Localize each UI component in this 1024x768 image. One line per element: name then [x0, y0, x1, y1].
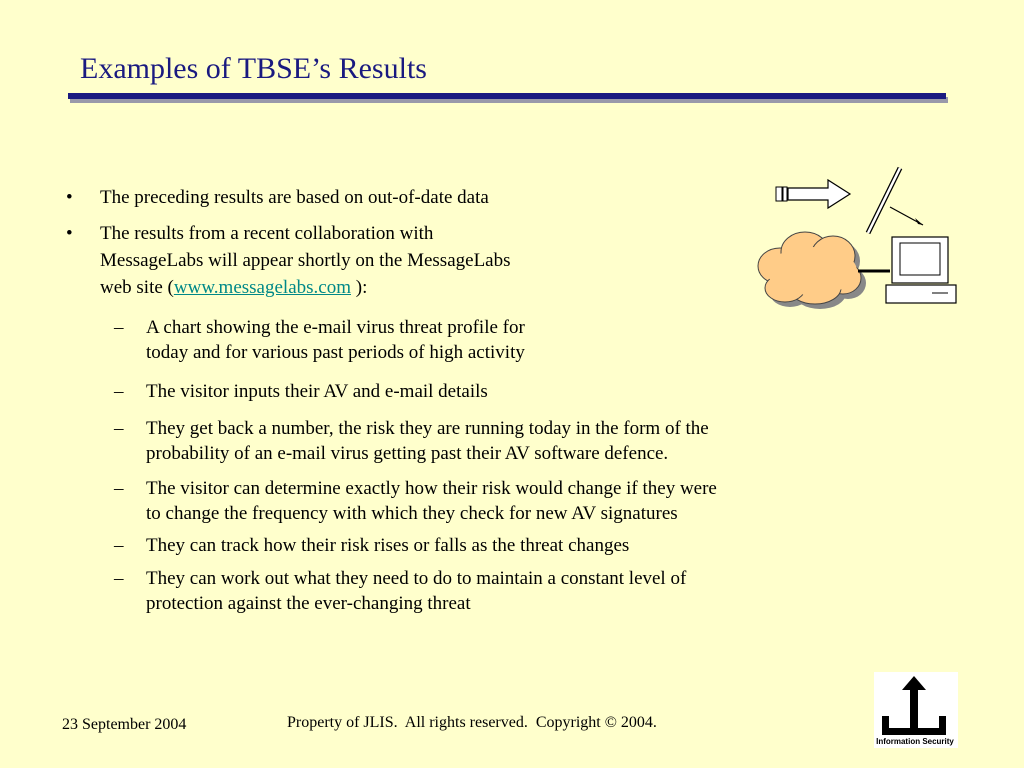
subbullet-4-line-2: to change the frequency with which they check for new AV signatures: [146, 503, 678, 524]
subbullet-6: [114, 566, 687, 616]
bullet-2-post: ):: [351, 277, 368, 298]
dash-marker: –: [114, 478, 124, 499]
logo-caption: Information Security: [876, 737, 954, 746]
subbullet-2-text: The visitor inputs their AV and e-mail details: [146, 381, 488, 402]
subbullet-4-line-1: The visitor can determine exactly how their risk would change if they were: [146, 478, 717, 499]
network-clipart: [740, 165, 965, 315]
slide-title: Examples of TBSE’s Results: [80, 52, 427, 85]
cloud-icon: [758, 232, 866, 309]
bullet-1: [66, 184, 489, 211]
bullet-2: [66, 220, 511, 301]
bullet-2-line-2: MessageLabs will appear shortly on the MessageLabs: [100, 250, 511, 271]
bullet-2-line-1: The results from a recent collaboration with: [100, 223, 434, 244]
messagelabs-link[interactable]: www.messagelabs.com: [173, 277, 351, 298]
subbullet-6-line-2: protection against the ever-changing threat: [146, 593, 471, 614]
title-rule: [68, 93, 946, 99]
dash-marker: –: [114, 317, 124, 338]
arrow-icon: [776, 180, 850, 208]
computer-icon: [886, 237, 956, 303]
bullet-marker: •: [66, 223, 73, 244]
subbullet-3: [114, 416, 709, 466]
subbullet-3-line-2: probability of an e-mail virus getting past their AV software defence.: [146, 443, 669, 464]
bullet-2-line-3: [100, 274, 511, 301]
dash-marker: –: [114, 381, 124, 402]
dash-marker: –: [114, 535, 124, 556]
dash-marker: –: [114, 568, 124, 589]
bullet-marker: •: [66, 187, 73, 208]
subbullet-1-line-1: A chart showing the e-mail virus threat profile for: [146, 317, 525, 338]
subbullet-5-text: They can track how their risk rises or falls as the threat changes: [146, 535, 630, 556]
subbullet-4: [114, 476, 717, 526]
subbullet-3-line-1: They get back a number, the risk they are running today in the form of the: [146, 418, 709, 439]
subbullet-2: [114, 379, 488, 404]
subbullet-1-line-2: today and for various past periods of high activity: [146, 342, 525, 363]
footer-date: 23 September 2004: [62, 716, 187, 733]
footer-copyright: Property of JLIS. All rights reserved. Copyright © 2004.: [287, 714, 657, 731]
bullet-2-pre: web site (: [100, 277, 174, 298]
dash-marker: –: [114, 418, 124, 439]
subbullet-1: [114, 315, 525, 365]
bullet-1-text: The preceding results are based on out-of-date data: [100, 187, 489, 208]
subbullet-5: [114, 533, 630, 558]
pen-icon: [868, 168, 923, 233]
subbullet-6-line-1: They can work out what they need to do to maintain a constant level of: [146, 568, 687, 589]
